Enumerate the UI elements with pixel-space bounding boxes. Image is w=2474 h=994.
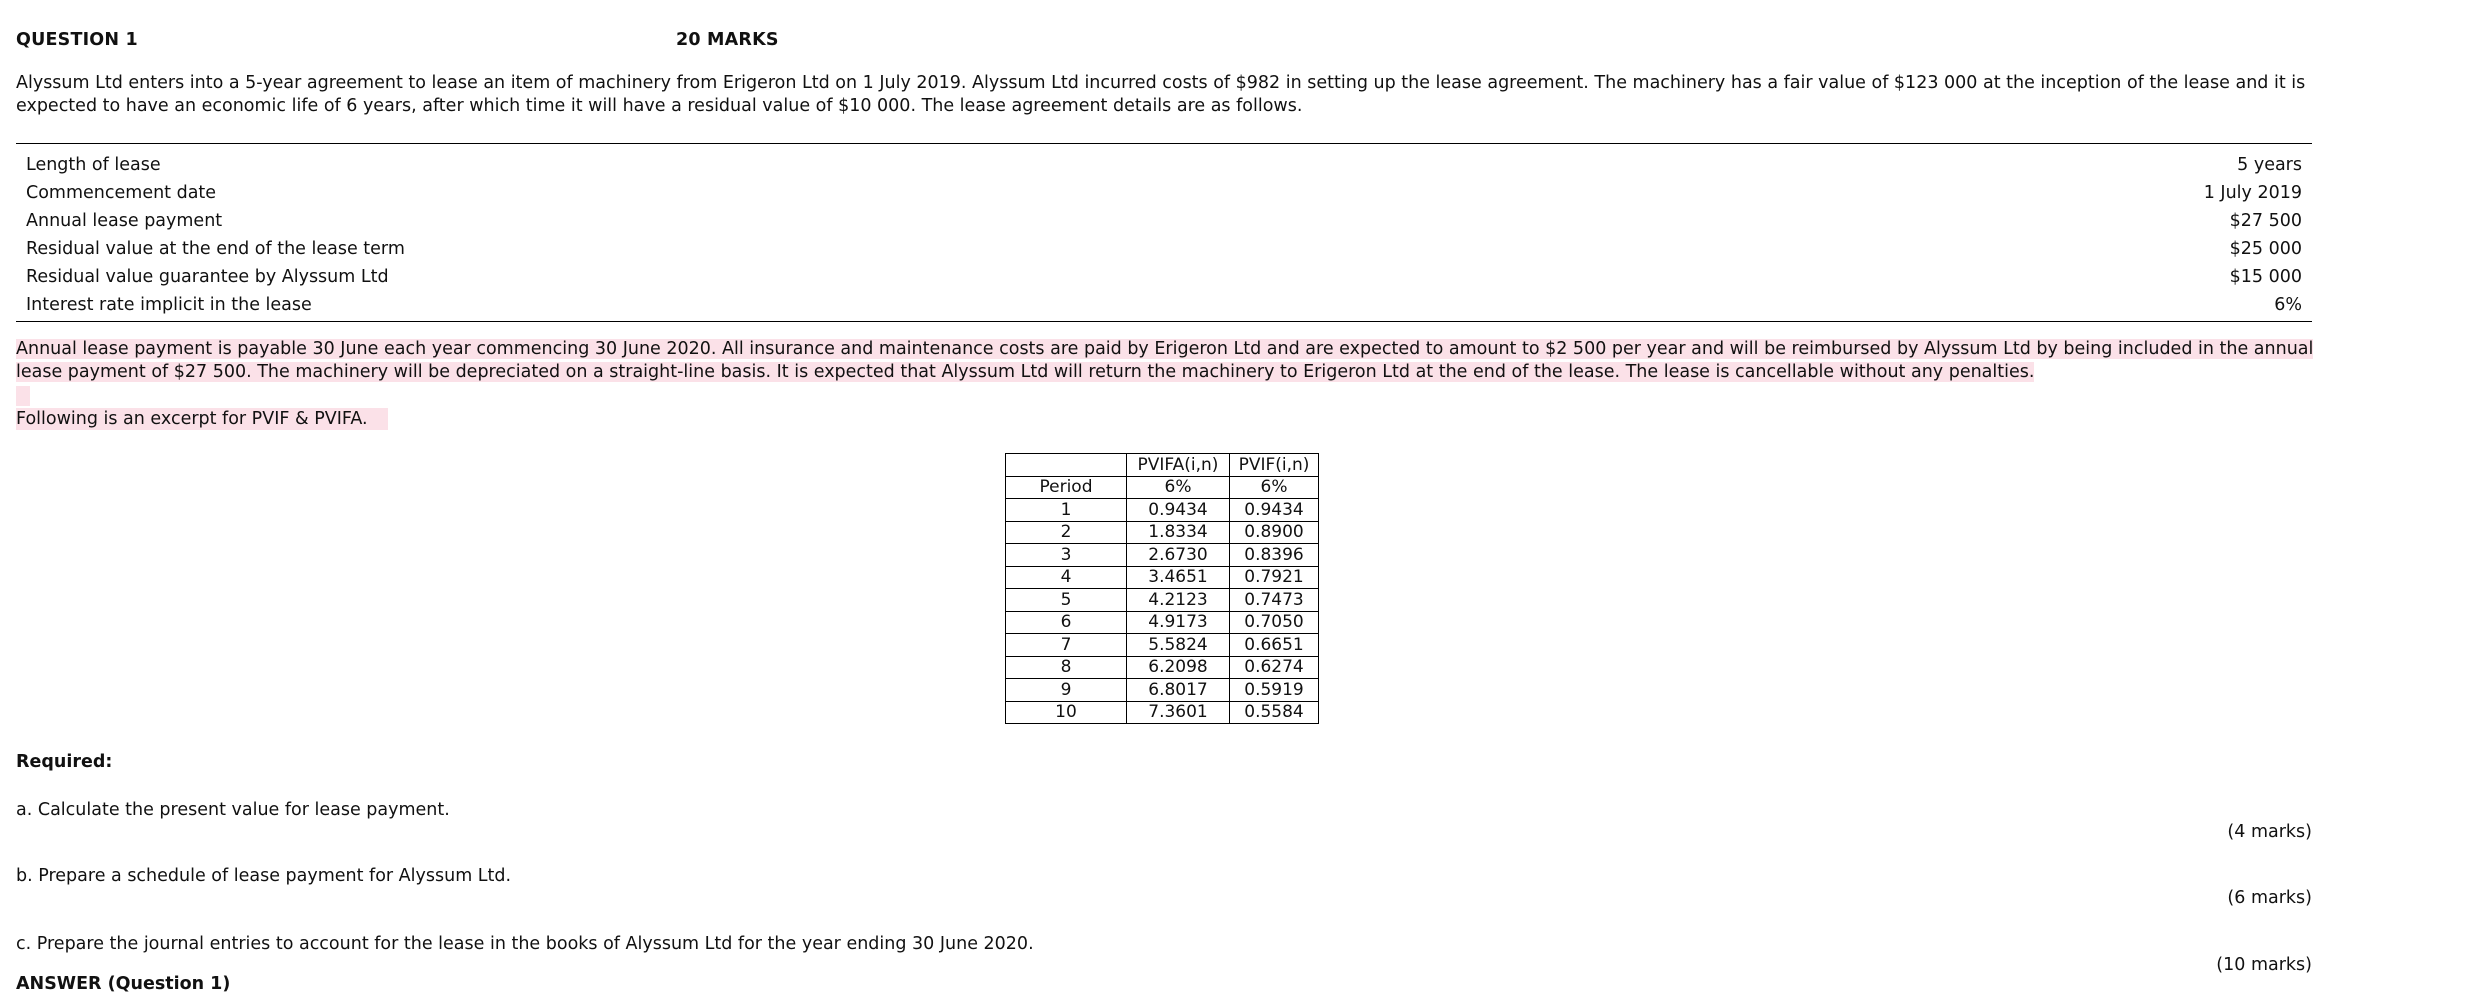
pvif-cell: 0.8396 [1230, 544, 1319, 567]
pvifa-cell: 4.2123 [1127, 589, 1230, 612]
pvifa-cell: 5.5824 [1127, 634, 1230, 657]
subheader-cell: 6% [1230, 476, 1319, 499]
pvif-cell: 0.9434 [1230, 499, 1319, 522]
header-cell: PVIFA(i,n) [1127, 454, 1230, 477]
table-row [1006, 589, 1319, 612]
detail-label: Commencement date [26, 183, 217, 203]
detail-value: $25 000 [2229, 239, 2302, 259]
intro-paragraph: Alyssum Ltd enters into a 5-year agreement to lease an item of machinery from Erigeron Ltd on 1 July 2019. Alyssum Ltd incurred costs of $982 in setting up the lease agreement. The machinery has a fair value of $123 000 at the inception of the lease and it is expected to have an economic life of 6 years, after which time it will have a residual value of $10 000. The lease agreement details are as follows. [16, 73, 2306, 116]
lease-detail-row [16, 291, 2312, 319]
pvif-cell: 0.7921 [1230, 566, 1319, 589]
period-cell: 7 [1006, 634, 1127, 657]
lease-details-table [16, 143, 2312, 322]
excerpt-line: Following is an excerpt for PVIF & PVIFA. [16, 408, 388, 430]
period-cell: 10 [1006, 701, 1127, 724]
lease-detail-row [16, 207, 2312, 235]
table-row [1006, 611, 1319, 634]
pvif-cell: 0.7050 [1230, 611, 1319, 634]
detail-label: Interest rate implicit in the lease [26, 295, 312, 315]
table-row [1006, 544, 1319, 567]
detail-value: 5 years [2237, 155, 2302, 175]
question-b: b. Prepare a schedule of lease payment for Alyssum Ltd. [16, 866, 512, 886]
question-c: c. Prepare the journal entries to account for the lease in the books of Alyssum Ltd for the year ending 30 June 2020. [16, 934, 1034, 954]
pvifa-cell: 0.9434 [1127, 499, 1230, 522]
pvifa-cell: 6.2098 [1127, 656, 1230, 679]
question-a: a. Calculate the present value for lease payment. [16, 800, 450, 820]
subheader-cell: Period [1006, 476, 1127, 499]
detail-value: $27 500 [2229, 211, 2302, 231]
detail-value: $15 000 [2229, 267, 2302, 287]
pvif-cell: 0.5584 [1230, 701, 1319, 724]
question-b-marks: (6 marks) [2227, 888, 2312, 908]
highlighted-text: Annual lease payment is payable 30 June each year commencing 30 June 2020. All insurance and maintenance costs are paid by Erigeron Ltd and are expected to amount to $2 500 per year and will be reimbursed by Alyssum Ltd by being included in the annual lease payment of $27 500. The machinery will be depreciated on a straight-line basis. It is expected that Alyssum Ltd will return the machinery to Erigeron Ltd at the end of the lease. The lease is cancellable without any penalties. [16, 339, 2314, 382]
detail-label: Residual value guarantee by Alyssum Ltd [26, 267, 389, 287]
answer-heading: ANSWER (Question 1) [16, 974, 231, 994]
period-cell: 5 [1006, 589, 1127, 612]
question-c-marks: (10 marks) [2216, 955, 2312, 975]
period-cell: 2 [1006, 521, 1127, 544]
pvif-cell: 0.5919 [1230, 679, 1319, 702]
lease-detail-row [16, 151, 2312, 179]
table-header-row [1006, 454, 1319, 477]
question-marks: 20 MARKS [676, 30, 779, 50]
pvifa-cell: 1.8334 [1127, 521, 1230, 544]
table-row [1006, 521, 1319, 544]
period-cell: 9 [1006, 679, 1127, 702]
pvif-cell: 0.6651 [1230, 634, 1319, 657]
detail-label: Residual value at the end of the lease term [26, 239, 405, 259]
period-cell: 6 [1006, 611, 1127, 634]
header-cell: PVIF(i,n) [1230, 454, 1319, 477]
detail-label: Length of lease [26, 155, 161, 175]
highlight-mark [16, 386, 30, 406]
table-row [1006, 701, 1319, 724]
pvif-cell: 0.7473 [1230, 589, 1319, 612]
pv-factor-table [1005, 453, 1319, 724]
table-subheader-row [1006, 476, 1319, 499]
header-cell [1006, 454, 1127, 477]
detail-label: Annual lease payment [26, 211, 223, 231]
pvifa-cell: 4.9173 [1127, 611, 1230, 634]
table-row [1006, 656, 1319, 679]
table-row [1006, 679, 1319, 702]
detail-value: 6% [2274, 295, 2302, 315]
table-row [1006, 634, 1319, 657]
period-cell: 1 [1006, 499, 1127, 522]
subheader-cell: 6% [1127, 476, 1230, 499]
pvifa-cell: 6.8017 [1127, 679, 1230, 702]
pvif-cell: 0.8900 [1230, 521, 1319, 544]
period-cell: 8 [1006, 656, 1127, 679]
table-row [1006, 499, 1319, 522]
lease-terms-paragraph [16, 338, 2330, 384]
question-title: QUESTION 1 [16, 30, 138, 50]
period-cell: 4 [1006, 566, 1127, 589]
required-heading: Required: [16, 752, 113, 772]
pvifa-cell: 3.4651 [1127, 566, 1230, 589]
lease-detail-row [16, 235, 2312, 263]
lease-detail-row [16, 179, 2312, 207]
pvifa-cell: 7.3601 [1127, 701, 1230, 724]
lease-detail-row [16, 263, 2312, 291]
pvifa-cell: 2.6730 [1127, 544, 1230, 567]
table-row [1006, 566, 1319, 589]
detail-value: 1 July 2019 [2203, 183, 2302, 203]
pvif-cell: 0.6274 [1230, 656, 1319, 679]
question-a-marks: (4 marks) [2227, 822, 2312, 842]
period-cell: 3 [1006, 544, 1127, 567]
